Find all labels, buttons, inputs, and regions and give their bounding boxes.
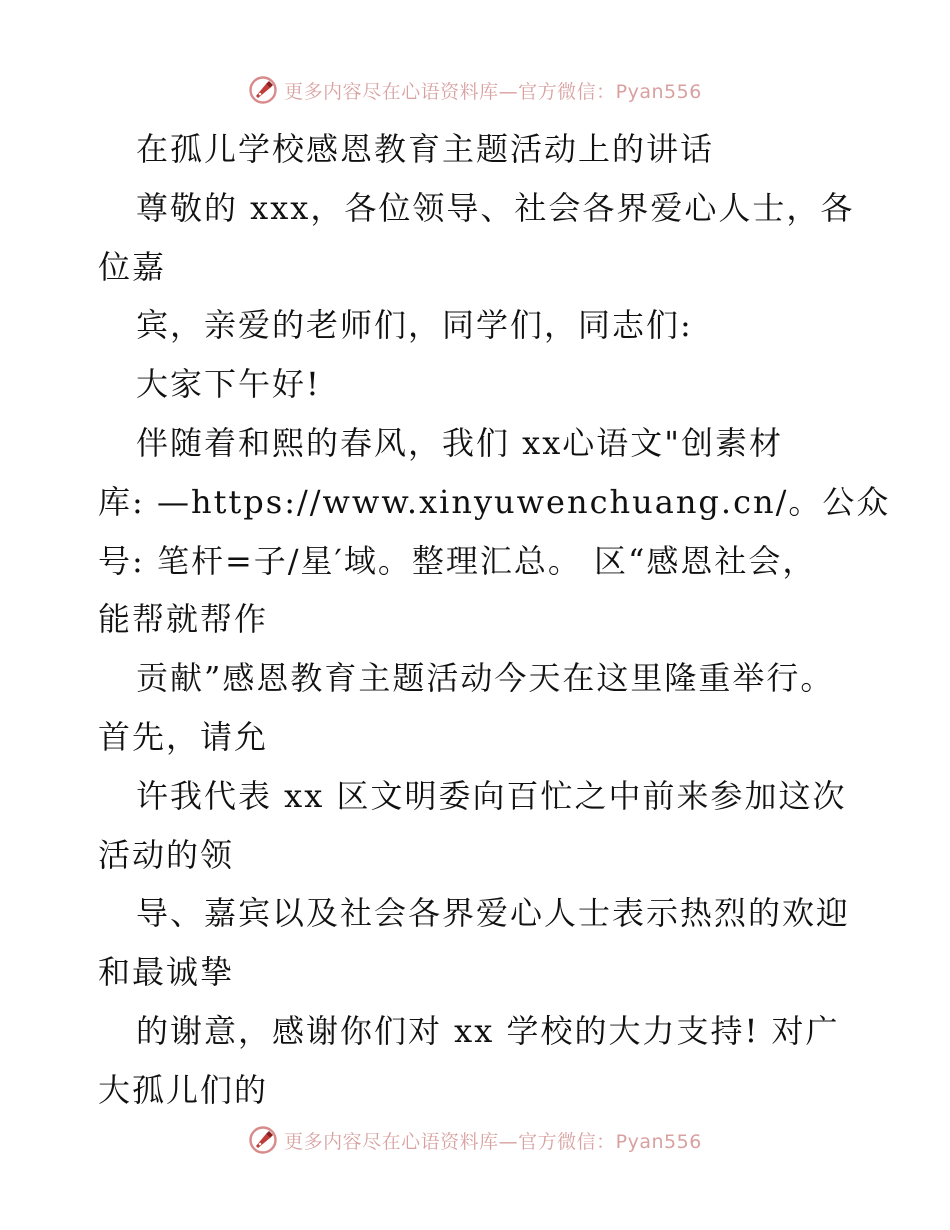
paragraph-line: 能帮就帮作: [98, 600, 269, 639]
header-watermark: [0, 72, 950, 108]
paragraph-line: 许我代表 xx 区文明委向百忙之中前来参加这次: [136, 776, 847, 815]
paragraph-line: 活动的领: [98, 835, 235, 874]
paragraph-line: 大家下午好!: [136, 365, 321, 404]
document-body: [98, 120, 891, 1120]
paragraph-line: 尊敬的 xxx，各位领导、社会各界爱心人士，各: [136, 188, 855, 227]
paragraph-line: 的谢意，感谢你们对 xx 学校的大力支持! 对广: [136, 1011, 840, 1050]
paragraph-line: 伴随着和熙的春风，我们 xx心语文"创素材: [136, 423, 783, 462]
document-title-line: 在孤儿学校感恩教育主题活动上的讲话: [136, 130, 715, 168]
watermark-text: 更多内容尽在心语资料库—官方微信：Pyan556: [284, 1130, 702, 1153]
paragraph-line: 号: 笔杆=子/星′域。整理汇总。 区“感恩社会，: [98, 541, 817, 580]
paragraph-line: 宾，亲爱的老师们，同学们，同志们:: [136, 306, 693, 345]
pen-nib-logo-icon: [248, 75, 278, 105]
watermark-text: 更多内容尽在心语资料库—官方微信：Pyan556: [284, 80, 702, 103]
paragraph-line: 贡献”感恩教育主题活动今天在这里隆重举行。: [136, 659, 835, 698]
paragraph-line: 库: —https://www.xinyuwenchuang.cn/。公众: [98, 482, 891, 521]
paragraph-line: 和最诚挚: [98, 953, 235, 992]
footer-watermark: [0, 1122, 950, 1158]
watermark-group: [248, 1125, 702, 1155]
paragraph-line: 首先，请允: [98, 717, 269, 756]
pen-nib-logo-icon: [248, 1125, 278, 1155]
paragraph-line: 位嘉: [98, 247, 167, 286]
paragraph-line: 导、嘉宾以及社会各界爱心人士表示热烈的欢迎: [136, 894, 851, 933]
paragraph-line: 大孤儿们的: [98, 1070, 269, 1109]
watermark-group: [248, 75, 702, 105]
